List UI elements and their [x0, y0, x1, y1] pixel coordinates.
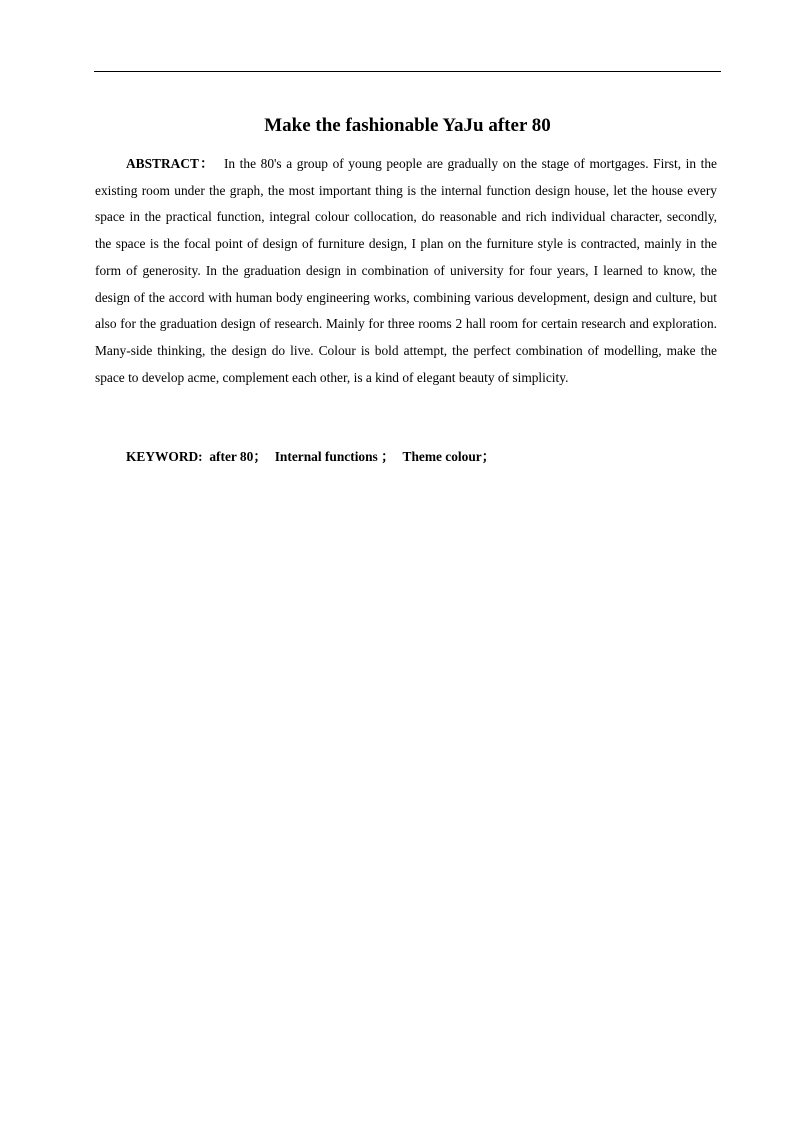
abstract-text: In the 80's a group of young people are gradually on the stage of mortgages. First, in the existing room under the graph, the most important thing is the internal function design house, let the house every space in the practical function, integral colour collocation, do reasonable and rich individual character, secondly, the space is the focal point of design of furniture design, I plan on the furniture style is contracted, mainly in the form of generosity. In the graduation design in combination of university for four years, I learned to know, the design of the accord with human body engineering works, combining various development, design and culture, but also for the graduation design of research. Mainly for three rooms 2 hall room for certain research and exploration. Many-side thinking, the design do live. Colour is bold attempt, the perfect combination of modelling, make the space to develop acme, complement each other, is a kind of elegant beauty of simplicity. — [95, 156, 717, 385]
keyword-item: Internal functions ； — [274, 449, 395, 464]
document-title: Make the fashionable YaJu after 80 — [264, 115, 551, 136]
abstract-paragraph — [95, 151, 717, 391]
keywords-label: KEYWORD: — [126, 449, 203, 464]
header-rule — [94, 71, 721, 72]
abstract-label: ABSTRACT： — [126, 156, 215, 171]
keyword-item: Theme colour； — [402, 449, 496, 464]
keywords-line — [95, 444, 717, 471]
keyword-item: after 80； — [209, 449, 267, 464]
